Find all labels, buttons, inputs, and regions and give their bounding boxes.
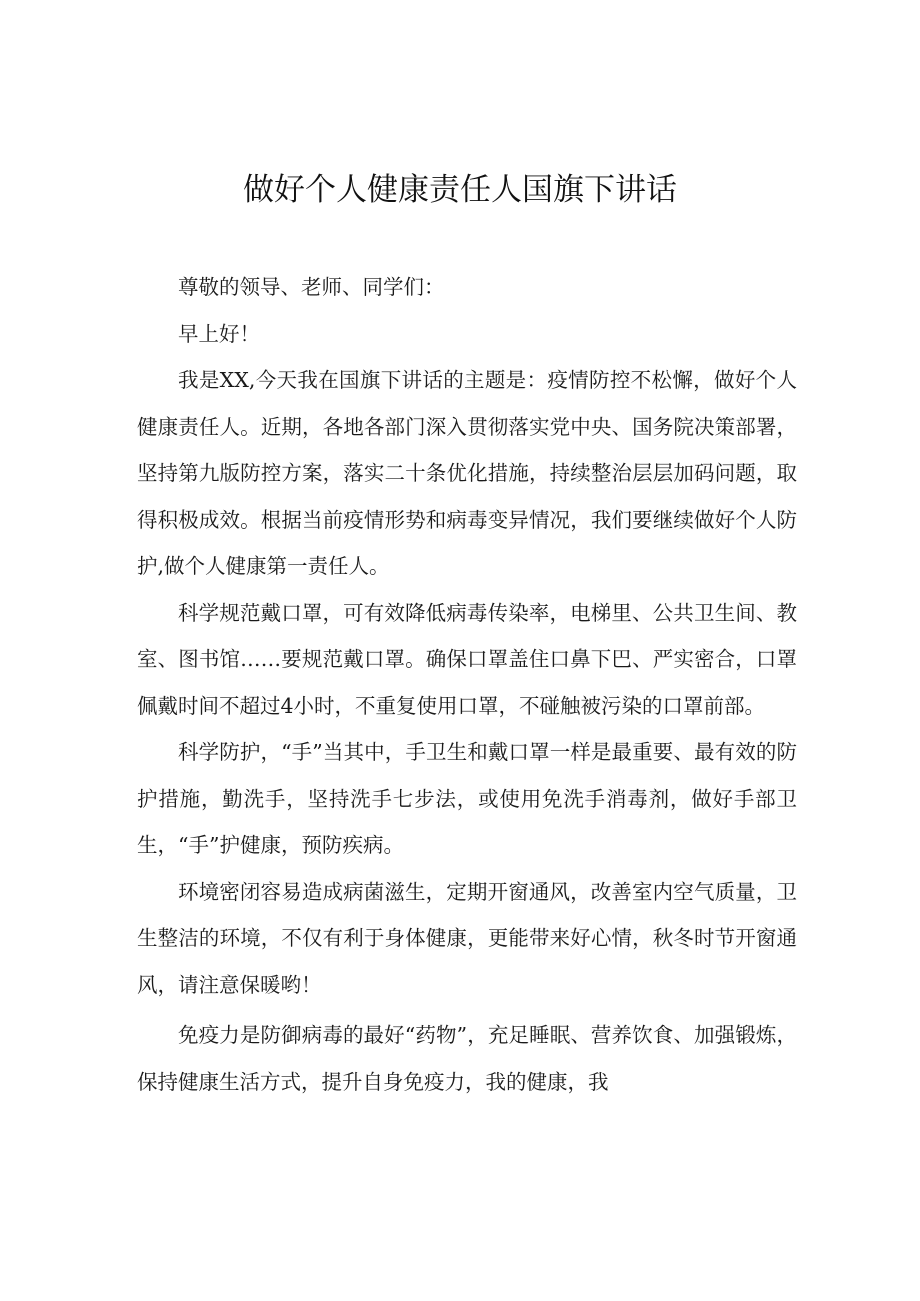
paragraph-introduction: 我是XX,今天我在国旗下讲话的主题是：疫情防控不松懈，做好个人健康责任人。近期，各地各部门深入贯彻落实党中央、国务院决策部署，坚持第九版防控方案，落实二十条优化措施，持续整治层层加码问题，取得积极成效。根据当前疫情形势和病毒变异情况，我们要继续做好个人防护,做个人健康第一责任人。 xyxy=(137,368,797,578)
paragraph-masks: 科学规范戴口罩，可有效降低病毒传染率，电梯里、公共卫生间、教室、图书馆……要规范戴口罩。确保口罩盖住口鼻下巴、严实密合，口罩佩戴时间不超过4小时，不重复使用口罩，不碰触被污染的口罩前部。 xyxy=(137,600,797,718)
document-body xyxy=(137,264,797,1105)
document-title: 做好个人健康责任人国旗下讲话 xyxy=(243,172,677,208)
paragraph-greeting: 早上好！ xyxy=(178,321,260,346)
paragraph-immunity: 免疫力是防御病毒的最好“药物”，充足睡眠、营养饮食、加强锻炼，保持健康生活方式，提升自身免疫力，我的健康，我 xyxy=(137,1023,797,1094)
paragraph-hand-hygiene: 科学防护，“手”当其中，手卫生和戴口罩一样是最重要、最有效的防护措施，勤洗手，坚持洗手七步法，或使用免洗手消毒剂，做好手部卫生，“手”护健康，预防疾病。 xyxy=(137,740,797,857)
paragraph-salutation: 尊敬的领导、老师、同学们： xyxy=(178,275,445,299)
paragraph-ventilation: 环境密闭容易造成病菌滋生，定期开窗通风，改善室内空气质量，卫生整洁的环境，不仅有利于身体健康，更能带来好心情，秋冬时节开窗通风，请注意保暖哟！ xyxy=(137,879,797,997)
